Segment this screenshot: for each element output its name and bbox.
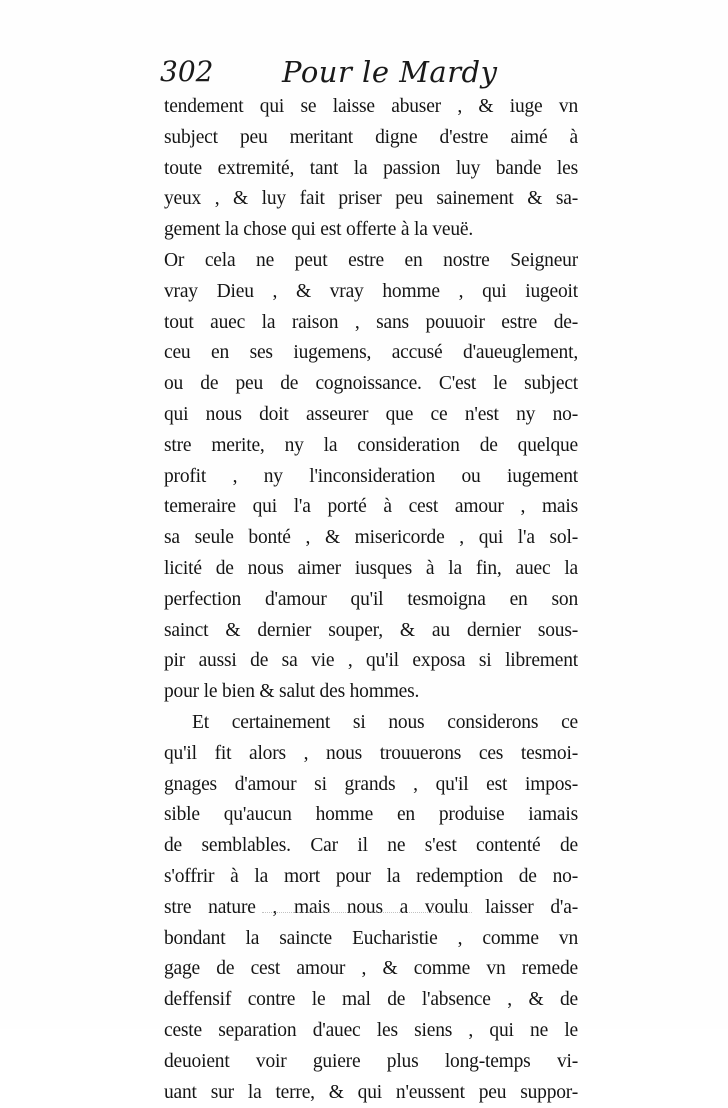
text-line: Or cela ne peut estre en nostre Seigneur <box>164 246 578 277</box>
text-line: tendement qui se laisse abuser , & iuge vn <box>164 92 578 123</box>
text-line: sainct & dernier souper, & au dernier sous- <box>164 616 578 647</box>
text-line: ceu en ses iugemens, accusé d'aueuglement, <box>164 338 578 369</box>
text-line: bondant la saincte Eucharistie , comme vn <box>164 924 578 955</box>
page-number: 302 <box>160 52 213 92</box>
text-line: uant sur la terre, & qui n'eussent peu suppor- <box>164 1078 578 1108</box>
text-line: perfection d'amour qu'il tesmoigna en son <box>164 585 578 616</box>
text-line: pir aussi de sa vie , qu'il exposa si librement <box>164 646 578 677</box>
text-line: licité de nous aimer iusques à la fin, auec la <box>164 554 578 585</box>
text-line: pour le bien & salut des hommes. <box>164 677 578 708</box>
text-line: ceste separation d'auec les siens , qui ne le <box>164 1016 578 1047</box>
text-line: qu'il fit alors , nous trouuerons ces tesmoi- <box>164 739 578 770</box>
text-line: qui nous doit asseurer que ce n'est ny no- <box>164 400 578 431</box>
running-head: Pour le Mardy <box>282 52 498 92</box>
text-line: profit , ny l'inconsideration ou iugement <box>164 462 578 493</box>
text-line: sible qu'aucun homme en produise iamais <box>164 800 578 831</box>
body-text <box>164 92 578 1108</box>
text-line: gement la chose qui est offerte à la veuë. <box>164 215 578 246</box>
text-line: tout auec la raison , sans pouuoir estre de- <box>164 308 578 339</box>
text-line: deuoient voir guiere plus long-temps vi- <box>164 1047 578 1078</box>
text-line: stre nature , mais nous a voulu laisser d'a- <box>164 893 578 924</box>
text-line: temeraire qui l'a porté à cest amour , mais <box>164 492 578 523</box>
text-line: toute extremité, tant la passion luy bande les <box>164 154 578 185</box>
text-line: sa seule bonté , & misericorde , qui l'a sol- <box>164 523 578 554</box>
text-line: Et certainement si nous considerons ce <box>164 708 578 739</box>
text-line: yeux , & luy fait priser peu sainement & sa- <box>164 184 578 215</box>
text-line: de semblables. Car il ne s'est contenté de <box>164 831 578 862</box>
text-line: gage de cest amour , & comme vn remede <box>164 954 578 985</box>
text-line: deffensif contre le mal de l'absence , & de <box>164 985 578 1016</box>
footer-mark <box>262 904 472 913</box>
text-line: vray Dieu , & vray homme , qui iugeoit <box>164 277 578 308</box>
text-line: s'offrir à la mort pour la redemption de no- <box>164 862 578 893</box>
page-header <box>160 52 600 96</box>
text-line: gnages d'amour si grands , qu'il est impos- <box>164 770 578 801</box>
text-line: subject peu meritant digne d'estre aimé à <box>164 123 578 154</box>
text-line: stre merite, ny la consideration de quelque <box>164 431 578 462</box>
text-line: ou de peu de cognoissance. C'est le subject <box>164 369 578 400</box>
